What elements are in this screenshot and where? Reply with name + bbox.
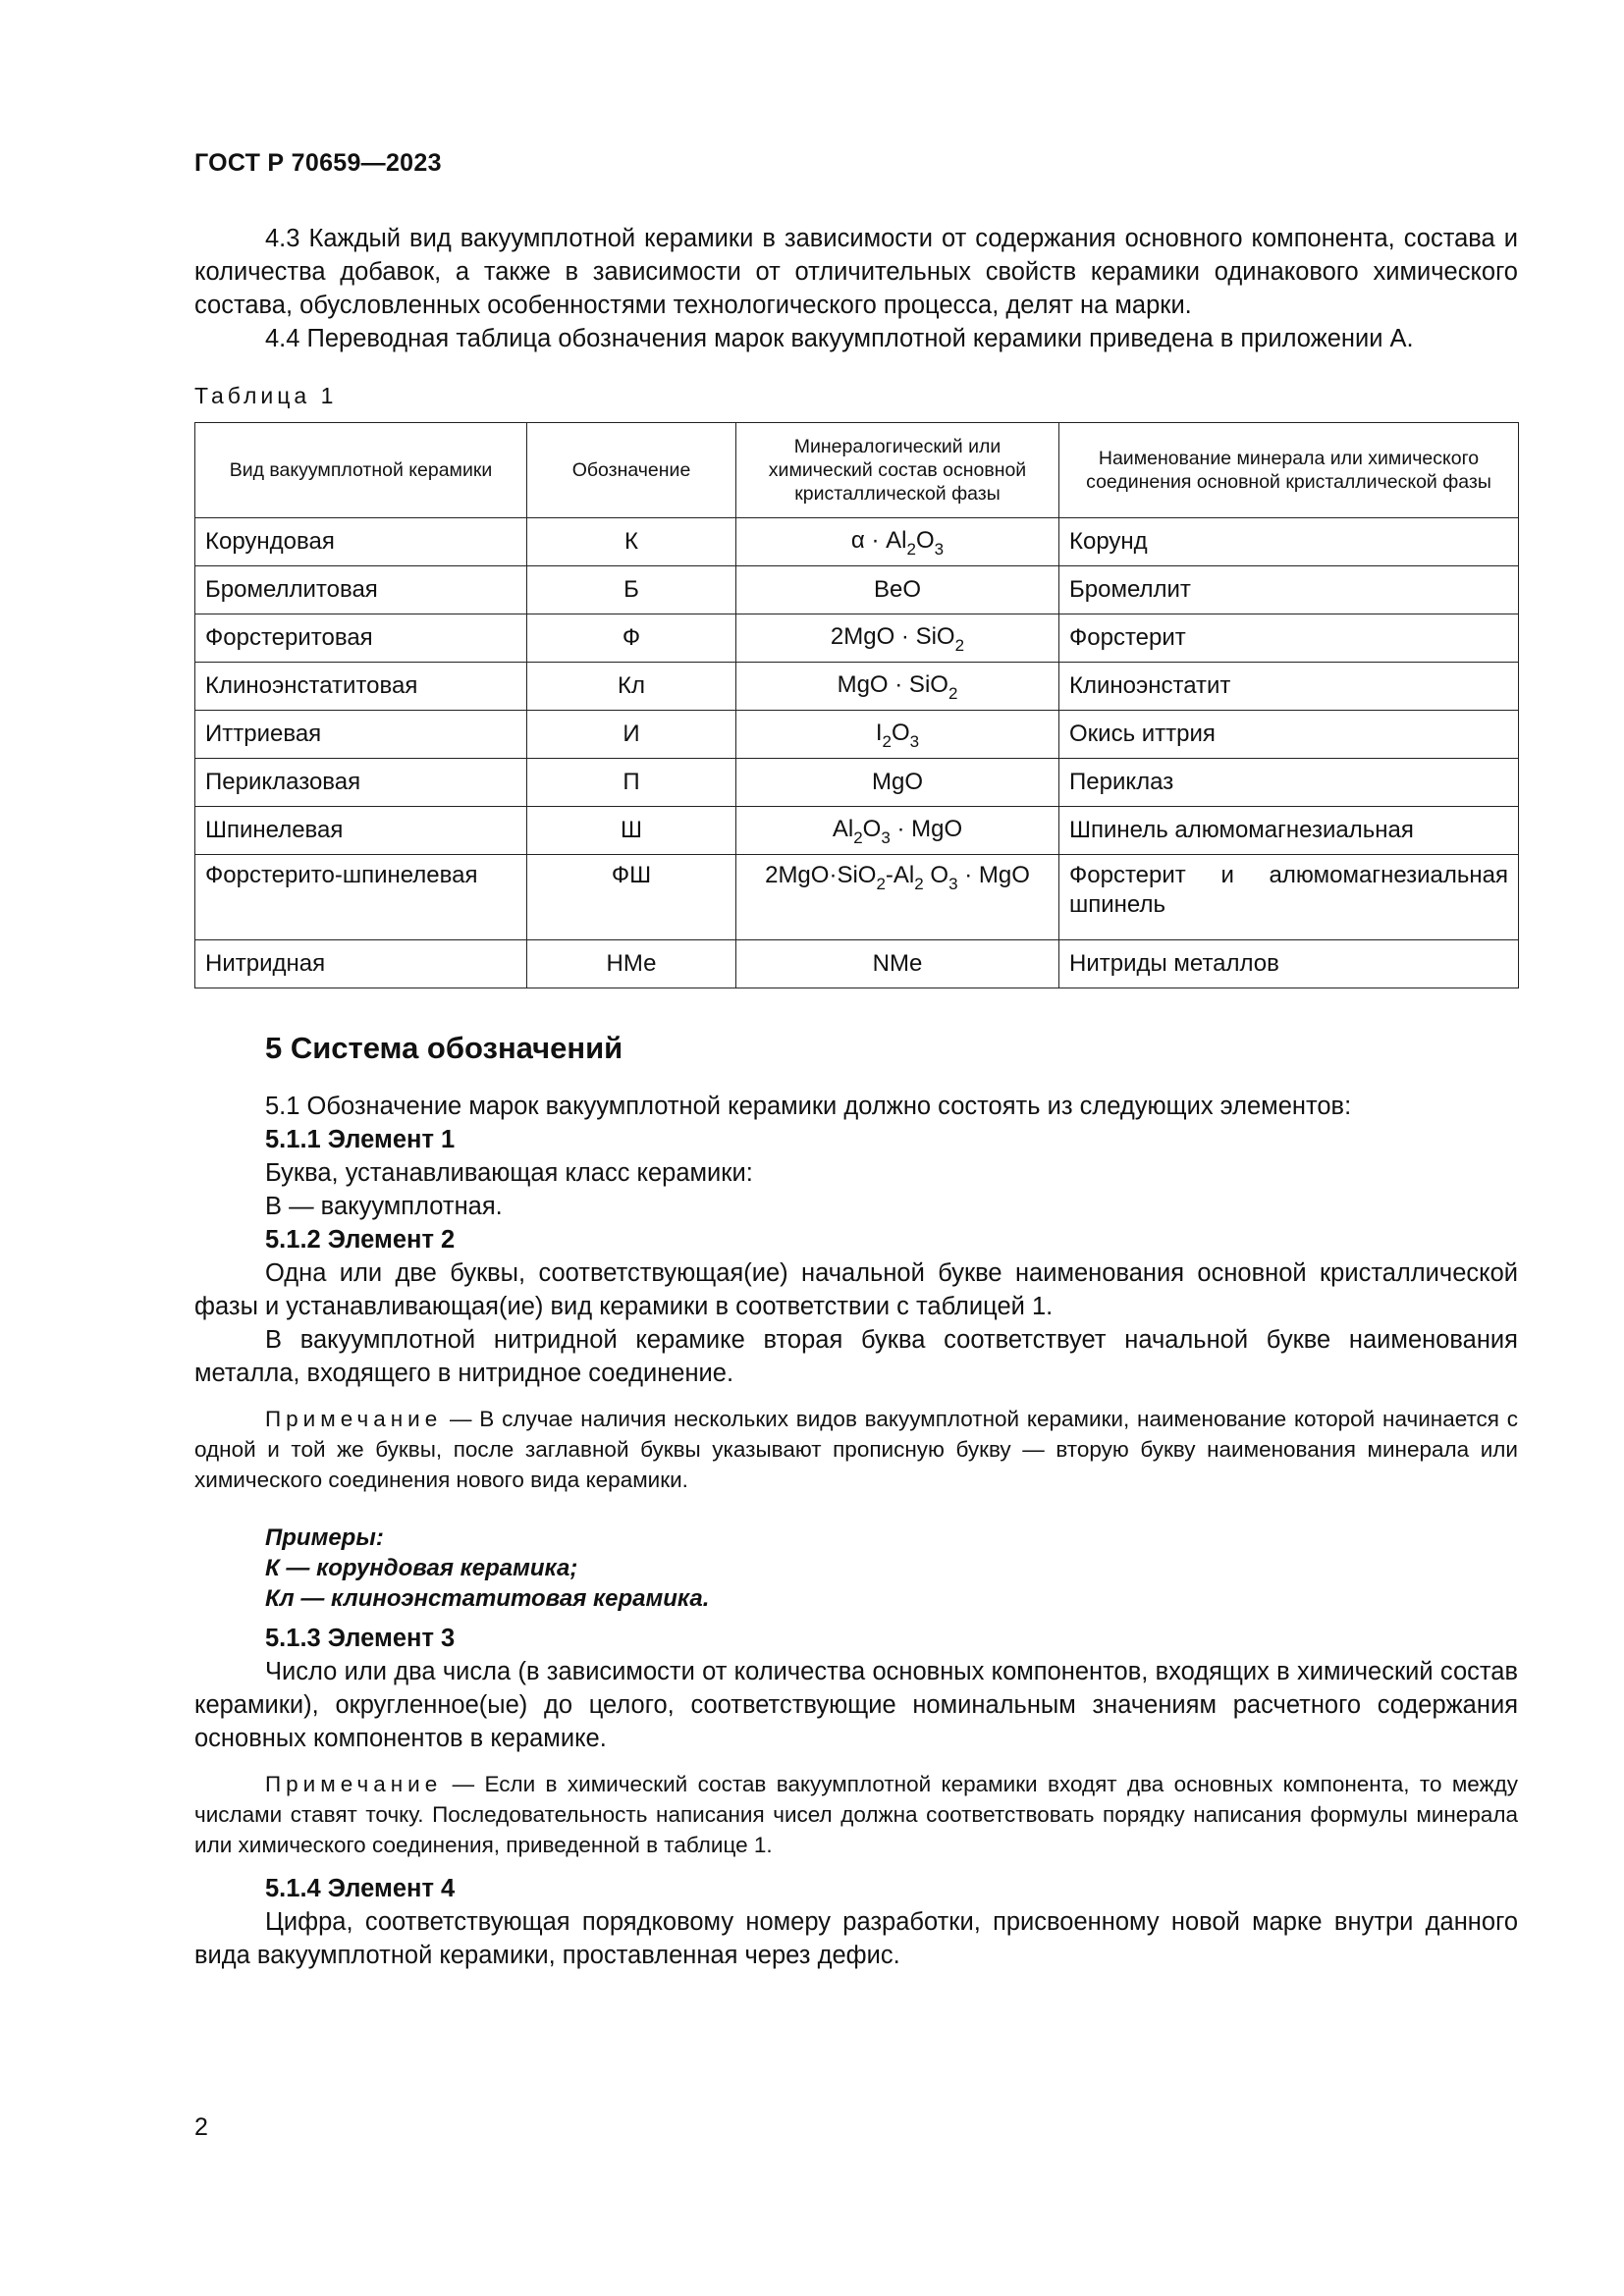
table-row	[195, 614, 1519, 663]
cell-code: К	[527, 518, 736, 566]
example-1: К — корундовая керамика;	[265, 1555, 578, 1581]
cell-formula: BeO	[736, 566, 1059, 614]
header-code: Обозначение	[527, 423, 736, 518]
cell-code: Кл	[527, 663, 736, 711]
section-5-title: 5 Система обозначений	[265, 1031, 623, 1065]
header-kind: Вид вакуумплотной керамики	[195, 423, 527, 518]
element2-paragraph2: В вакуумплотной нитридной керамике вторая буква соответствует начальной букве наименования металла, входящего в нитридное соединение.	[194, 1326, 1518, 1387]
table-row	[195, 940, 1519, 988]
table-header-row	[195, 423, 1519, 518]
table-caption: Таблица 1	[194, 383, 338, 408]
cell-formula: $I_2O_3$	[736, 711, 1059, 759]
note-1-label: Примечание	[265, 1407, 443, 1431]
cell-mineral-name: Клиноэнстатит	[1059, 663, 1519, 711]
note-1	[194, 1404, 1518, 1495]
element4-paragraph1: Цифра, соответствующая порядковому номеру разработки, присвоенному новой марке внутри данного вида вакуумплотной керамики, проставленная через дефис.	[194, 1908, 1518, 1969]
table-row	[195, 855, 1519, 940]
cell-formula: $2MgO\cdot SiO_2-Al_2$ $O_3$ · MgO	[736, 855, 1059, 940]
paragraph-4-3: 4.3 Каждый вид вакуумплотной керамики в зависимости от содержания основного компонента, состава и количества добавок, а также в зависимости от отличительных свойств керамики одинакового химического состава, обусловленных особенностями технологического процесса, делят на марки.	[194, 225, 1518, 319]
cell-code: И	[527, 711, 736, 759]
cell-code: ФШ	[527, 855, 736, 940]
paragraph-4-4: 4.4 Переводная таблица обозначения марок вакуумплотной керамики приведена в приложении А.	[265, 325, 1414, 352]
cell-code: Ш	[527, 807, 736, 855]
example-2: Кл — клиноэнстатитовая керамика.	[265, 1585, 710, 1612]
cell-kind: Нитридная	[195, 940, 527, 988]
cell-kind: Шпинелевая	[195, 807, 527, 855]
section-5-body	[194, 1090, 1518, 1972]
cell-mineral-name: Форстерит	[1059, 614, 1519, 663]
cell-code: Ф	[527, 614, 736, 663]
header-mineral-name: Наименование минерала или химического соединения основной кристаллической фазы	[1059, 423, 1519, 518]
section-4-paragraphs	[194, 222, 1518, 355]
header-formula: Минералогический или химический состав основной кристаллической фазы	[736, 423, 1059, 518]
examples-title: Примеры:	[265, 1524, 384, 1551]
cell-kind: Форстеритовая	[195, 614, 527, 663]
cell-kind: Бромеллитовая	[195, 566, 527, 614]
paragraph-5-1: 5.1 Обозначение марок вакуумплотной керамики должно состоять из следующих элементов:	[265, 1093, 1352, 1120]
cell-kind: Форстерито-шпинелевая	[195, 855, 527, 940]
heading-5-1-3: 5.1.3 Элемент 3	[265, 1625, 456, 1652]
heading-5-1-1: 5.1.1 Элемент 1	[265, 1126, 456, 1153]
cell-kind: Периклазовая	[195, 759, 527, 807]
cell-formula: 2MgO · SiO$_2$	[736, 614, 1059, 663]
cell-formula: MgO	[736, 759, 1059, 807]
note-2-label: Примечание	[265, 1772, 443, 1796]
cell-mineral-name-line1: Форстерит и алюмомагнезиальная	[1069, 862, 1508, 888]
cell-code: НМе	[527, 940, 736, 988]
element1-line1: Буква, устанавливающая класс керамики:	[265, 1159, 753, 1187]
note-1-text: — В случае наличия нескольких видов вакуумплотной керамики, наименование которой начинается с одной и той же буквы, после заглавной буквы указывают прописную букву — вторую букву наименования минерала или химического соединения нового вида керамики.	[194, 1407, 1518, 1492]
element3-paragraph1: Число или два числа (в зависимости от количества основных компонентов, входящих в химический состав керамики), округленное(ые) до целого, соответствующие номинальным значениям расчетного содержания основных компонентов в керамике.	[194, 1658, 1518, 1752]
cell-formula: NMe	[736, 940, 1059, 988]
cell-formula: $Al_2O_3$ · MgO	[736, 807, 1059, 855]
table-row	[195, 759, 1519, 807]
cell-code: П	[527, 759, 736, 807]
heading-5-1-4: 5.1.4 Элемент 4	[265, 1875, 456, 1902]
note-2-text: — Если в химический состав вакуумплотной керамики входят два основных компонента, то между числами ставят точку. Последовательность написания чисел должна соответствовать порядку написания формулы минерала или химического соединения, приведенной в таблице 1.	[194, 1772, 1518, 1857]
ceramics-table	[194, 422, 1519, 988]
table-row	[195, 711, 1519, 759]
cell-formula: MgO · SiO$_2$	[736, 663, 1059, 711]
table-row	[195, 566, 1519, 614]
cell-mineral-name: Нитриды металлов	[1059, 940, 1519, 988]
page-number: 2	[194, 2113, 208, 2141]
heading-5-1-2: 5.1.2 Элемент 2	[265, 1226, 456, 1254]
cell-mineral-name: Окись иттрия	[1059, 711, 1519, 759]
cell-mineral-name	[1059, 855, 1519, 940]
element2-paragraph1: Одна или две буквы, соответствующая(ие) начальной букве наименования основной кристаллической фазы и устанавливающая(ие) вид керамики в соответствии с таблицей 1.	[194, 1259, 1518, 1320]
cell-code: Б	[527, 566, 736, 614]
cell-mineral-name: Корунд	[1059, 518, 1519, 566]
cell-kind: Клиноэнстатитовая	[195, 663, 527, 711]
element1-line2: В — вакуумплотная.	[265, 1193, 503, 1220]
cell-mineral-name: Бромеллит	[1059, 566, 1519, 614]
examples-block	[194, 1522, 1518, 1614]
note-2	[194, 1769, 1518, 1860]
cell-mineral-name: Шпинель алюмомагнезиальная	[1059, 807, 1519, 855]
cell-kind: Иттриевая	[195, 711, 527, 759]
table-row	[195, 518, 1519, 566]
cell-mineral-name-line2: шпинель	[1069, 891, 1165, 918]
table-row	[195, 663, 1519, 711]
cell-mineral-name: Периклаз	[1059, 759, 1519, 807]
cell-formula: $\alpha \cdot Al_2O_3$	[736, 518, 1059, 566]
document-header: ГОСТ Р 70659—2023	[194, 149, 442, 177]
cell-kind: Корундовая	[195, 518, 527, 566]
table-row	[195, 807, 1519, 855]
